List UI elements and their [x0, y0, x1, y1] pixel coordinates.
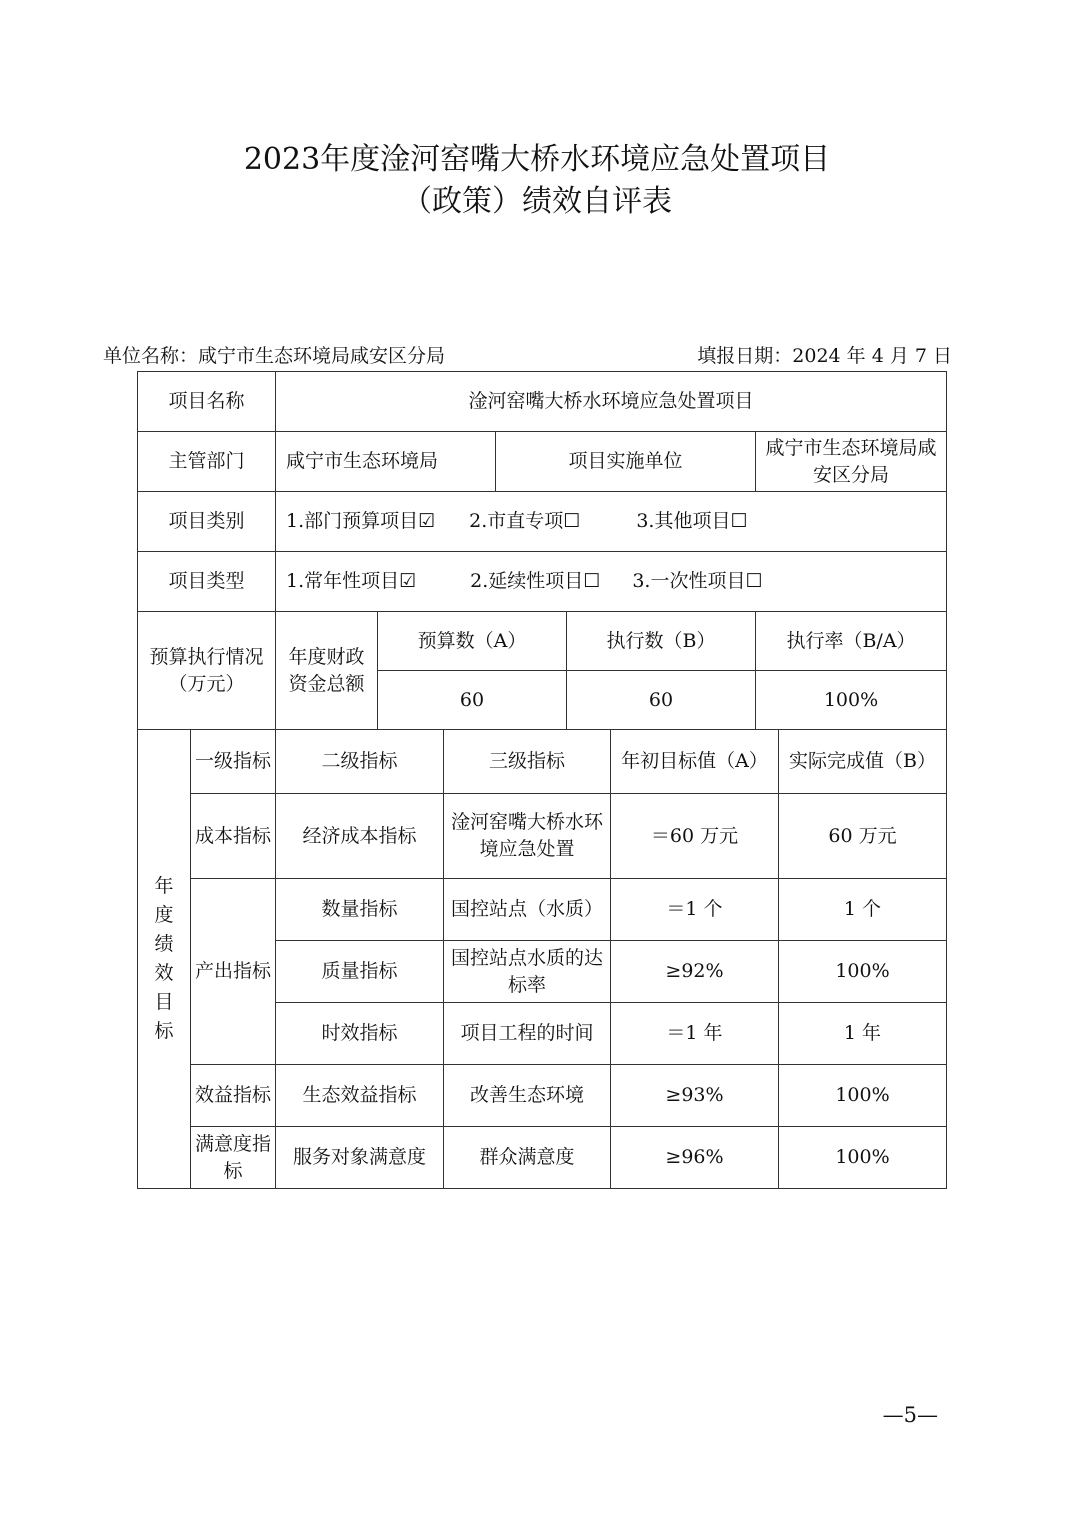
header-target: 年初目标值（A） [611, 730, 779, 794]
l2-cell: 数量指标 [276, 879, 444, 941]
budget-a-label: 预算数（A） [378, 612, 567, 671]
header-actual: 实际完成值（B） [779, 730, 947, 794]
header-l3: 三级指标 [444, 730, 611, 794]
category-option: 1.部门预算项目☑ [286, 510, 436, 532]
budget-rate-label: 执行率（B/A） [756, 612, 947, 671]
report-date: 填报日期：2024 年 4 月 7 日 [697, 345, 952, 367]
l3-cell: 国控站点水质的达标率 [444, 941, 611, 1003]
budget-rate-value: 100% [756, 671, 947, 730]
category-label: 项目类别 [138, 492, 276, 552]
target-cell: ≥96% [611, 1127, 779, 1189]
actual-cell: 100% [779, 941, 947, 1003]
l2-cell: 经济成本指标 [276, 794, 444, 879]
actual-cell: 60 万元 [779, 794, 947, 879]
l2-cell: 服务对象满意度 [276, 1127, 444, 1189]
l3-cell: 淦河窑嘴大桥水环境应急处置 [444, 794, 611, 879]
type-label: 项目类型 [138, 552, 276, 612]
impl-unit-value: 咸宁市生态环境局咸安区分局 [756, 432, 947, 492]
budget-label: 预算执行情况（万元） [138, 612, 276, 730]
perf-side-label: 年度绩效目标 [138, 730, 191, 1189]
unit-name: 单位名称：咸宁市生态环境局咸安区分局 [103, 345, 446, 367]
dept-value: 咸宁市生态环境局 [276, 432, 496, 492]
type-options [276, 552, 947, 612]
category-option: 2.市直专项☐ [469, 510, 581, 532]
project-name-value: 淦河窑嘴大桥水环境应急处置项目 [276, 372, 947, 432]
document-title-line2: （政策）绩效自评表 [402, 184, 672, 219]
budget-b-value: 60 [567, 671, 756, 730]
actual-cell: 1 个 [779, 879, 947, 941]
document-title-line1: 2023年度淦河窑嘴大桥水环境应急处置项目 [243, 142, 831, 177]
table-row [138, 879, 947, 941]
l1-cell: 成本指标 [191, 794, 276, 879]
table-row [138, 1065, 947, 1127]
target-cell: ＝1 年 [611, 1003, 779, 1065]
dept-label: 主管部门 [138, 432, 276, 492]
target-cell: ≥93% [611, 1065, 779, 1127]
actual-cell: 100% [779, 1127, 947, 1189]
category-options [276, 492, 947, 552]
target-cell: ＝1 个 [611, 879, 779, 941]
l2-cell: 时效指标 [276, 1003, 444, 1065]
l3-cell: 国控站点（水质） [444, 879, 611, 941]
category-option: 3.其他项目☐ [636, 510, 748, 532]
performance-table [137, 729, 947, 1189]
l2-cell: 生态效益指标 [276, 1065, 444, 1127]
l3-cell: 项目工程的时间 [444, 1003, 611, 1065]
header-l1: 一级指标 [191, 730, 276, 794]
target-cell: ≥92% [611, 941, 779, 1003]
budget-a-value: 60 [378, 671, 567, 730]
l2-cell: 质量指标 [276, 941, 444, 1003]
actual-cell: 100% [779, 1065, 947, 1127]
type-option: 3.一次性项目☐ [632, 570, 763, 592]
l3-cell: 改善生态环境 [444, 1065, 611, 1127]
l1-cell: 满意度指标 [191, 1127, 276, 1189]
impl-unit-label: 项目实施单位 [496, 432, 756, 492]
project-name-label: 项目名称 [138, 372, 276, 432]
l1-cell: 效益指标 [191, 1065, 276, 1127]
target-cell: ＝60 万元 [611, 794, 779, 879]
l3-cell: 群众满意度 [444, 1127, 611, 1189]
budget-b-label: 执行数（B） [567, 612, 756, 671]
table-row [138, 794, 947, 879]
header-l2: 二级指标 [276, 730, 444, 794]
project-info-table [137, 371, 947, 730]
type-option: 2.延续性项目☐ [470, 570, 601, 592]
type-option: 1.常年性项目☑ [286, 570, 417, 592]
page-number: —5— [882, 1403, 938, 1427]
table-row [138, 1127, 947, 1189]
budget-sub-label: 年度财政资金总额 [276, 612, 378, 730]
actual-cell: 1 年 [779, 1003, 947, 1065]
l1-cell: 产出指标 [191, 879, 276, 1065]
